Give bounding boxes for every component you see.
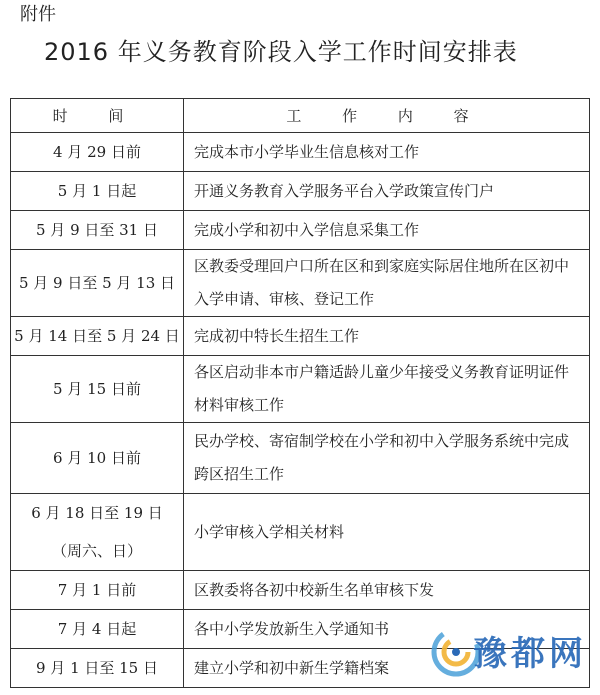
table-row [11,250,590,317]
time-cell: 5 月 1 日起 [11,172,184,211]
table-row [11,133,590,172]
time-cell: 7 月 4 日起 [11,610,184,649]
attachment-label: 附件 [20,4,56,25]
content-cell: 区教委受理回户口所在区和到家庭实际居住地所在区初中入学申请、审核、登记工作 [184,250,590,317]
table-row [11,423,590,494]
table-row [11,172,590,211]
watermark-text: 豫都网 [473,634,587,674]
time-cell: 7 月 1 日前 [11,571,184,610]
content-cell: 小学审核入学相关材料 [184,494,590,571]
time-cell: 4 月 29 日前 [11,133,184,172]
table-row [11,571,590,610]
content-cell: 完成初中特长生招生工作 [184,317,590,356]
content-cell: 建立小学和初中新生学籍档案 [184,649,590,688]
header-content: 工 作 内 容 [184,99,590,133]
content-cell: 各中小学发放新生入学通知书 [184,610,590,649]
time-cell-note: （周六、日） [51,542,142,560]
schedule-table [10,98,590,688]
table-row [11,211,590,250]
content-cell: 完成小学和初中入学信息采集工作 [184,211,590,250]
content-cell: 完成本市小学毕业生信息核对工作 [184,133,590,172]
time-cell [11,494,184,571]
time-cell: 5 月 15 日前 [11,356,184,423]
time-cell: 9 月 1 日至 15 日 [11,649,184,688]
content-cell: 开通义务教育入学服务平台入学政策宣传门户 [184,172,590,211]
watermark-logo [430,618,598,690]
time-cell: 5 月 9 日至 5 月 13 日 [11,250,184,317]
table-row [11,317,590,356]
table-row [11,356,590,423]
table-header-row [11,99,590,133]
content-cell: 区教委将各初中校新生名单审核下发 [184,571,590,610]
page-title: 2016 年义务教育阶段入学工作时间安排表 [44,38,518,66]
time-cell-date: 6 月 18 日至 19 日 [31,504,163,522]
table-row [11,494,590,571]
time-cell: 5 月 14 日至 5 月 24 日 [11,317,184,356]
content-cell: 各区启动非本市户籍适龄儿童少年接受义务教育证明证件材料审核工作 [184,356,590,423]
time-cell: 6 月 10 日前 [11,423,184,494]
time-cell: 5 月 9 日至 31 日 [11,211,184,250]
header-time: 时 间 [11,99,184,133]
content-cell: 民办学校、寄宿制学校在小学和初中入学服务系统中完成跨区招生工作 [184,423,590,494]
